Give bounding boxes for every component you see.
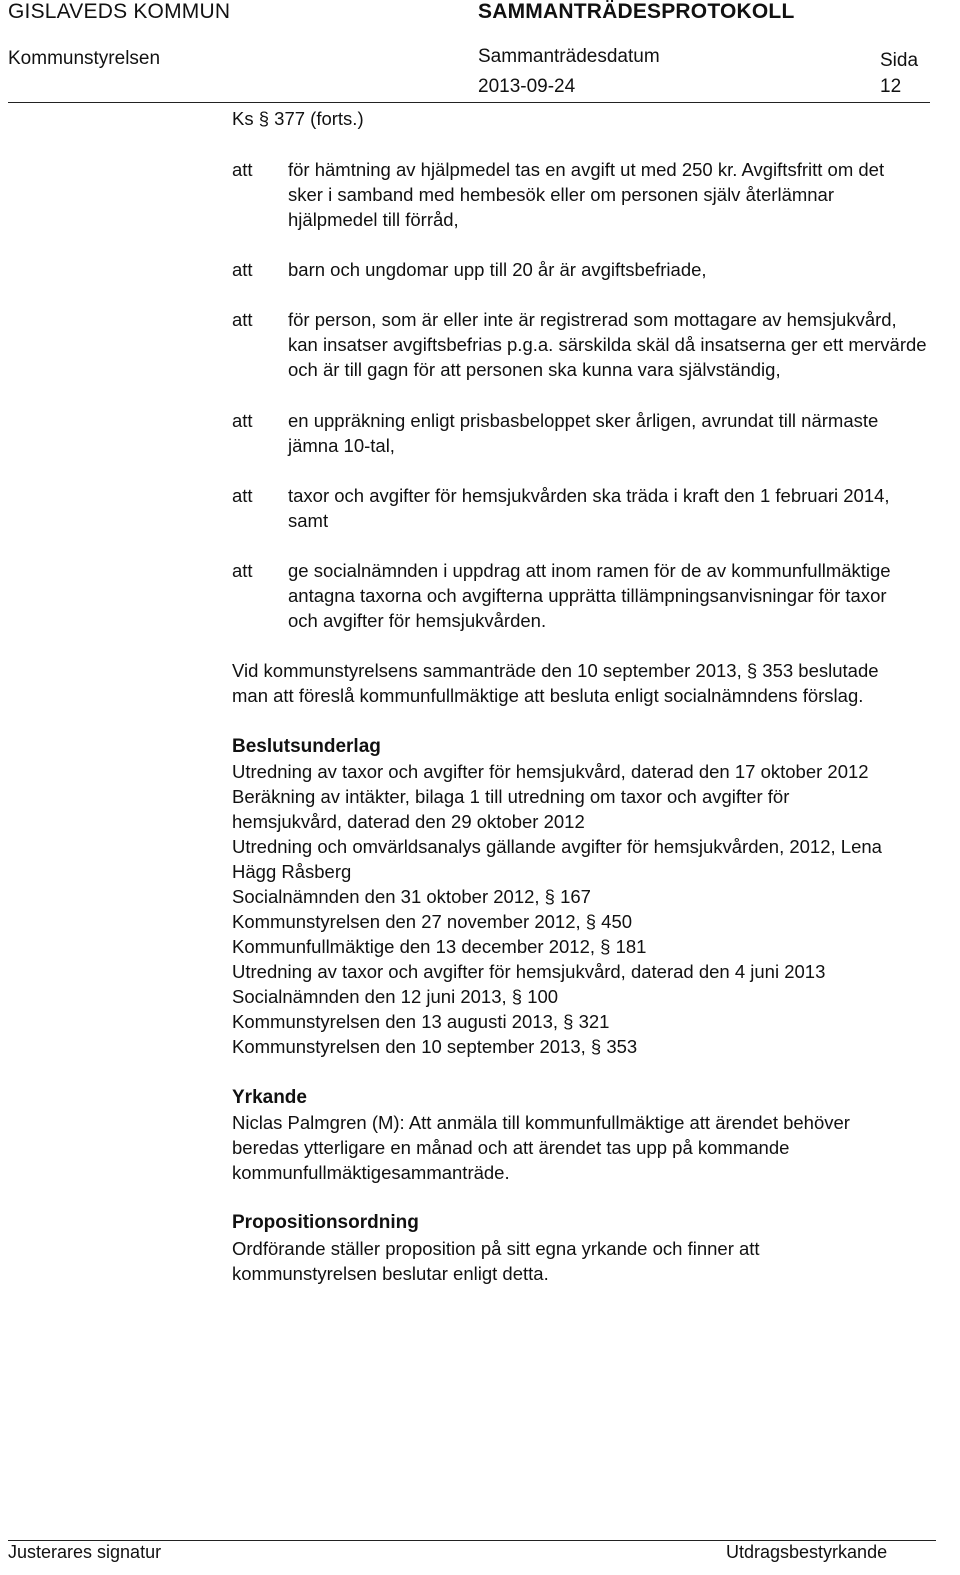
- decision-clause: [232, 558, 932, 633]
- list-item: Kommunstyrelsen den 13 augusti 2013, § 321: [232, 1011, 610, 1032]
- page-number: 12: [880, 76, 902, 97]
- clause-text: för person, som är eller inte är registrerad som mottagare av hemsjukvård, kan insatser avgiftsbefrias p.g.a. särskilda skäl då insatserna ger ett mervärde och är till gagn för att personen ska kunna vara självständig,: [288, 309, 927, 380]
- heading-beslutsunderlag: Beslutsunderlag: [232, 736, 381, 757]
- list-item: Utredning av taxor och avgifter för hemsjukvård, daterad den 17 oktober 2012: [232, 761, 869, 782]
- signature-label: Justerares signatur: [8, 1542, 162, 1562]
- header-divider: [8, 102, 930, 103]
- heading-yrkande: Yrkande: [232, 1087, 307, 1108]
- clause-text: taxor och avgifter för hemsjukvården ska träda i kraft den 1 februari 2014, samt: [288, 485, 890, 531]
- decision-clause: [232, 307, 932, 382]
- decision-clause: [232, 257, 932, 282]
- clause-text: för hämtning av hjälpmedel tas en avgift ut med 250 kr. Avgiftsfritt om det sker i samband med hembesök eller om personen själv återlämnar hjälpmedel till förråd,: [288, 159, 885, 230]
- propositionsordning-text: Ordförande ställer proposition på sitt egna yrkande och finner att kommunstyrelsen beslutar enligt detta.: [232, 1238, 760, 1284]
- list-item: Utredning av taxor och avgifter för hemsjukvård, daterad den 4 juni 2013: [232, 961, 826, 982]
- page-label: Sida: [880, 50, 919, 71]
- clause-keyword: att: [232, 410, 253, 431]
- list-item: Utredning och omvärldsanalys gällande avgifter för hemsjukvården, 2012, Lena Hägg Råsberg: [232, 836, 882, 882]
- decision-clause: [232, 408, 932, 458]
- certification-label: Utdragsbestyrkande: [726, 1542, 888, 1562]
- list-item: Kommunfullmäktige den 13 december 2012, § 181: [232, 936, 647, 957]
- clause-keyword: att: [232, 485, 253, 506]
- clause-keyword: att: [232, 560, 253, 581]
- list-item: Kommunstyrelsen den 10 september 2013, § 353: [232, 1036, 638, 1057]
- decision-clause: [232, 157, 932, 232]
- list-item: Socialnämnden den 12 juni 2013, § 100: [232, 986, 559, 1007]
- clause-keyword: att: [232, 309, 253, 330]
- clause-text: ge socialnämnden i uppdrag att inom ramen för de av kommunfullmäktige antagna taxorna och avgifterna upprätta tillämpningsanvisningar för taxor och avgifter för hemsjukvården.: [288, 560, 891, 631]
- meeting-date: 2013-09-24: [478, 76, 576, 97]
- organization-name: GISLAVEDS KOMMUN: [8, 0, 231, 23]
- section-reference: Ks § 377 (forts.): [232, 108, 364, 129]
- footer-divider: [8, 1540, 936, 1541]
- clause-keyword: att: [232, 259, 253, 280]
- committee-name: Kommunstyrelsen: [8, 48, 161, 69]
- decision-clause: [232, 483, 932, 533]
- list-item: Kommunstyrelsen den 27 november 2012, § 450: [232, 911, 633, 932]
- clause-text: barn och ungdomar upp till 20 år är avgiftsbefriade,: [288, 259, 707, 280]
- list-item: Socialnämnden den 31 oktober 2012, § 167: [232, 886, 591, 907]
- yrkande-text: Niclas Palmgren (M): Att anmäla till kommunfullmäktige att ärendet behöver beredas ytterligare en månad och att ärendet tas upp på kommande kommunfullmäktigesammanträde.: [232, 1112, 850, 1183]
- reference-list: [232, 759, 942, 1059]
- heading-propositionsordning: Propositionsordning: [232, 1212, 419, 1233]
- summary-paragraph: Vid kommunstyrelsens sammanträde den 10 september 2013, § 353 beslutade man att föreslå kommunfullmäktige att besluta enligt socialnämndens förslag.: [232, 660, 879, 706]
- meeting-date-label: Sammanträdesdatum: [478, 46, 660, 67]
- clause-text: en uppräkning enligt prisbasbeloppet sker årligen, avrundat till närmaste jämna 10-tal,: [288, 410, 879, 456]
- clause-keyword: att: [232, 159, 253, 180]
- document-type: SAMMANTRÄDESPROTOKOLL: [478, 0, 795, 23]
- list-item: Beräkning av intäkter, bilaga 1 till utredning om taxor och avgifter för hemsjukvård, daterad den 29 oktober 2012: [232, 786, 790, 832]
